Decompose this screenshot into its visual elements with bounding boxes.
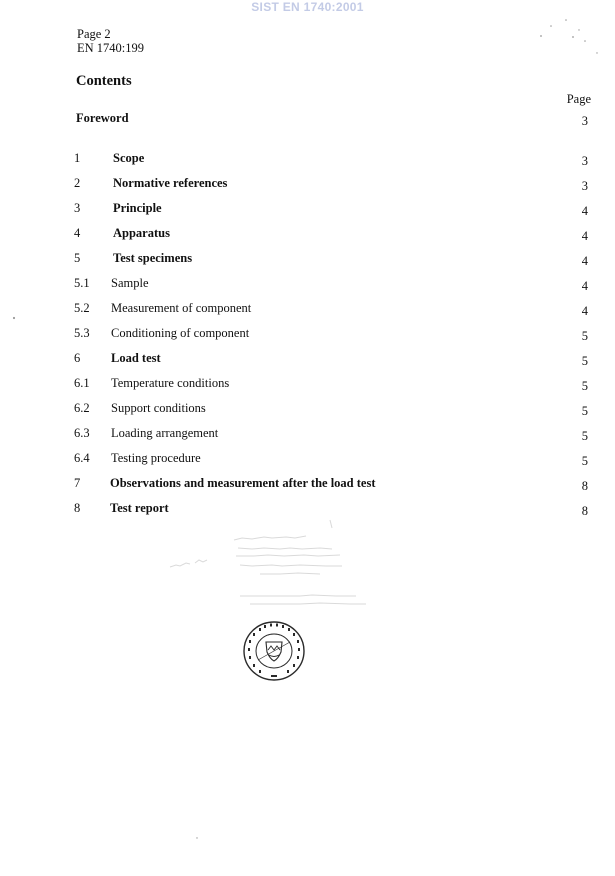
toc-section-title: Testing procedure	[111, 451, 201, 465]
toc-entry	[0, 375, 615, 391]
toc-page-number: 5	[581, 429, 588, 443]
toc-entry	[0, 325, 615, 341]
toc-entry	[0, 350, 615, 366]
toc-section-title: Scope	[113, 151, 145, 165]
toc-page-number: 5	[581, 329, 588, 343]
toc-entry	[0, 200, 615, 216]
toc-entry	[0, 225, 615, 241]
toc-page-number: 4	[581, 304, 588, 318]
toc-page-number: 4	[581, 254, 588, 268]
toc-section-title: Test report	[110, 501, 169, 515]
toc-page-number: 4	[581, 279, 588, 293]
toc-section-title: Apparatus	[113, 226, 170, 240]
page-column-heading: Page	[566, 92, 591, 106]
toc-page-number: 4	[581, 229, 588, 243]
toc-section-number: 5.1	[74, 276, 90, 290]
document-watermark: SIST EN 1740:2001	[251, 0, 364, 14]
toc-page-number: 8	[581, 504, 588, 518]
toc-page-number: 5	[581, 379, 588, 393]
toc-entry	[0, 500, 615, 516]
toc-page-number: 3	[581, 114, 588, 128]
toc-entry	[0, 150, 615, 166]
toc-section-title: Principle	[113, 201, 162, 215]
toc-section-number: 5.3	[74, 326, 90, 340]
toc-section-number: 6	[74, 351, 81, 365]
contents-heading: Contents	[76, 73, 132, 89]
toc-section-number: 8	[74, 501, 81, 515]
toc-section-number: 2	[74, 176, 81, 190]
toc-section-title: Test specimens	[113, 251, 193, 265]
toc-section-title: Foreword	[76, 111, 129, 125]
toc-section-title: Measurement of component	[111, 301, 252, 315]
page-number-line: Page 2	[77, 27, 111, 41]
toc-page-number: 5	[581, 454, 588, 468]
toc-section-number: 3	[74, 201, 81, 215]
toc-entry	[0, 250, 615, 266]
seal-stamp-icon	[242, 620, 306, 682]
toc-page-number: 3	[581, 179, 588, 193]
toc-section-number: 4	[74, 226, 81, 240]
toc-section-title: Temperature conditions	[111, 376, 230, 390]
toc-section-number: 7	[74, 476, 81, 490]
toc-entry	[0, 450, 615, 466]
document-reference-line: EN 1740:199	[77, 41, 145, 55]
toc-section-title: Conditioning of component	[111, 326, 250, 340]
toc-entry	[0, 475, 615, 491]
toc-section-title: Observations and measurement after the load test	[110, 476, 376, 490]
toc-entry	[0, 175, 615, 191]
toc-page-number: 3	[581, 154, 588, 168]
toc-section-number: 5	[74, 251, 81, 265]
toc-section-number: 6.2	[74, 401, 90, 415]
toc-entry	[0, 400, 615, 416]
toc-section-title: Support conditions	[111, 401, 206, 415]
toc-section-title: Sample	[111, 276, 149, 290]
toc-entry	[0, 300, 615, 316]
toc-section-number: 6.1	[74, 376, 90, 390]
toc-page-number: 4	[581, 204, 588, 218]
toc-entry	[0, 425, 615, 441]
toc-section-title: Normative references	[113, 176, 228, 190]
toc-entry	[0, 110, 615, 126]
toc-section-title: Loading arrangement	[111, 426, 219, 440]
toc-section-number: 1	[74, 151, 81, 165]
toc-entry	[0, 275, 615, 291]
toc-page-number: 8	[581, 479, 588, 493]
toc-section-number: 6.3	[74, 426, 90, 440]
toc-page-number: 5	[581, 354, 588, 368]
toc-section-number: 6.4	[74, 451, 90, 465]
toc-page-number: 5	[581, 404, 588, 418]
toc-section-title: Load test	[111, 351, 161, 365]
toc-section-number: 5.2	[74, 301, 90, 315]
